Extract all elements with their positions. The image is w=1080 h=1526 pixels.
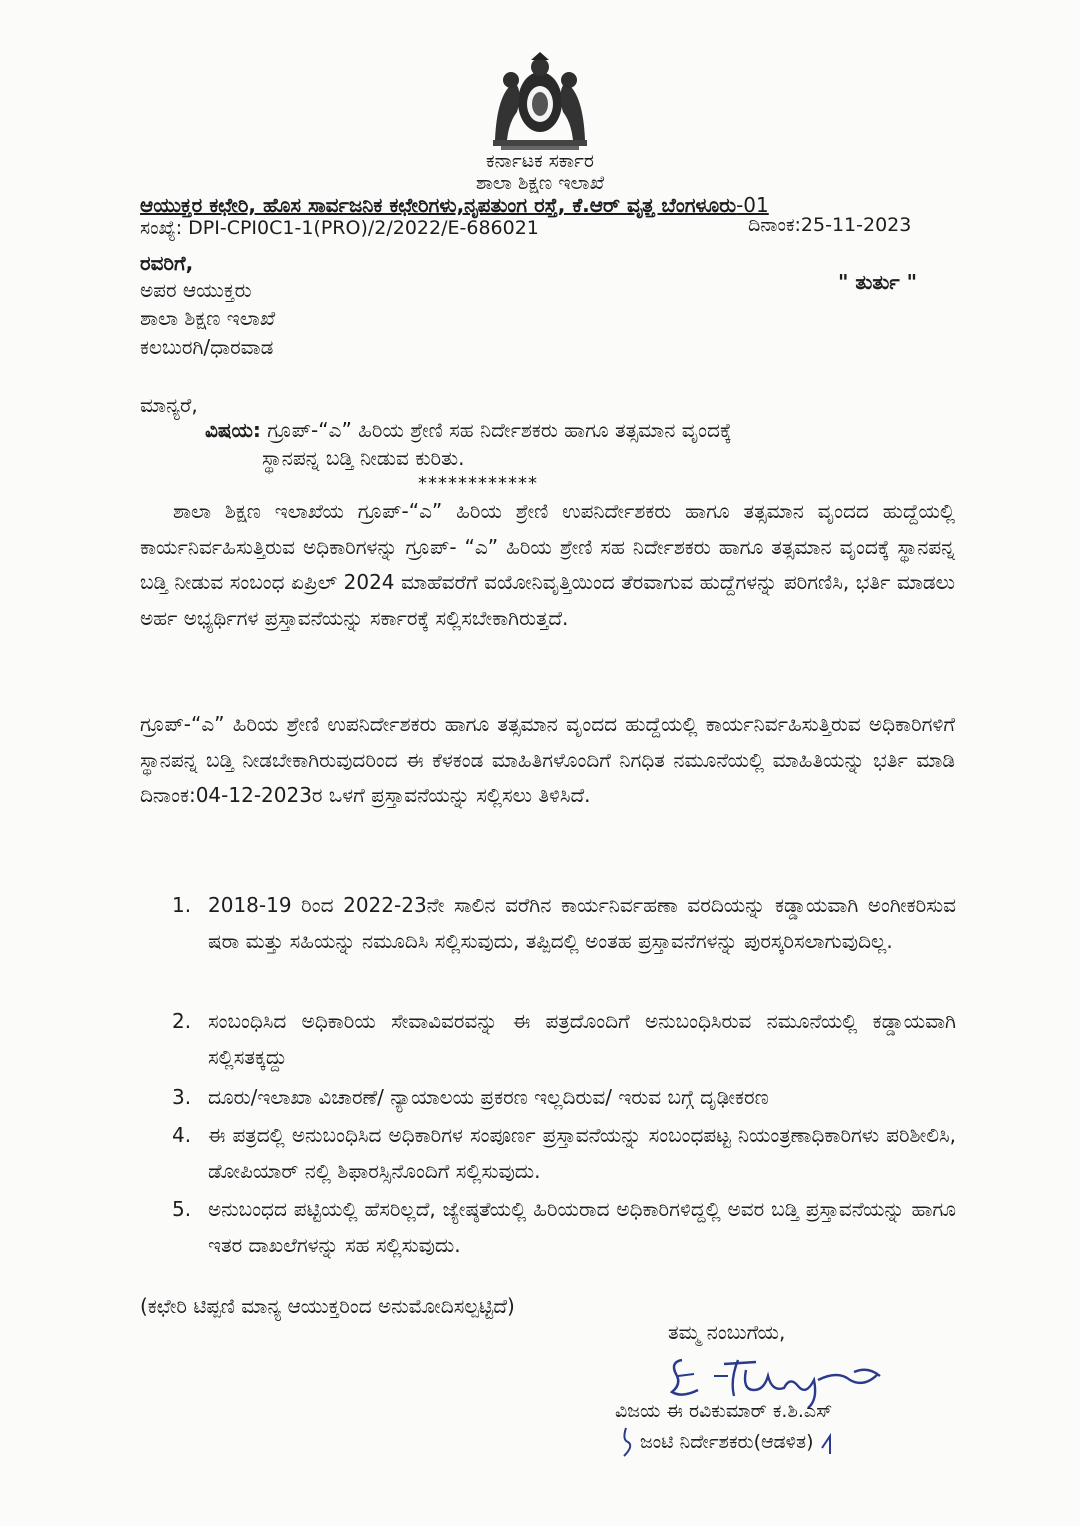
subject-line-2: ಸ್ಥಾನಪನ್ನ ಬಡ್ತಿ ನೀಡುವ ಕುರಿತು. [262, 446, 465, 470]
list-item-text: ಸಂಬಂಧಿಸಿದ ಅಧಿಕಾರಿಯ ಸೇವಾವಿವರವನ್ನು ಈ ಪತ್ರದೊಂದಿಗೆ ಅನುಬಂಧಿಸಿರುವ ನಮೂನೆಯಲ್ಲಿ ಕಡ್ಡಾಯವಾಗಿ ಸಲ್ಲಿಸತಕ್ಕದ್ದು [208, 1009, 956, 1069]
signatory-designation: ಜಂಟಿ ನಿರ್ದೇಶಕರು(ಆಡಳಿತ) [640, 1431, 814, 1453]
department-name: ಶಾಲಾ ಶಿಕ್ಷಣ ಇಲಾಖೆ [475, 172, 605, 194]
list-item [172, 888, 956, 959]
karnataka-emblem-icon [487, 52, 593, 152]
signatory-name: ವಿಜಯ ಈ ರವಿಕುಮಾರ್ ಕ.ಶಿ.ಎಸ್ [615, 1400, 833, 1422]
list-item-text: ದೂರು/ಇಲಾಖಾ ವಿಚಾರಣೆ/ ನ್ಯಾಯಾಲಯ ಪ್ರಕರಣ ಇಲ್ಲದಿರುವ/ ಇರುವ ಬಗ್ಗೆ ದೃಢೀಕರಣ [208, 1085, 769, 1109]
office-address-text: ಆಯುಕ್ತರ ಕಛೇರಿ, ಹೊಸ ಸಾರ್ವಜನಿಕ ಕಛೇರಿಗಳು,ನೃಪತುಂಗ ರಸ್ತೆ, ಕೆ.ಆರ್ ವೃತ್ತ ಬೆಂಗಳೂರು [140, 193, 737, 217]
list-item [172, 1118, 956, 1189]
recipient-to: ರವರಿಗೆ, [140, 251, 194, 275]
letter-date: ದಿನಾಂಕ:25-11-2023 [748, 214, 912, 236]
list-item-number: 5. [172, 1197, 192, 1221]
reference-number: ಸಂಖ್ಯೆ: DPI-CPI0C1-1(PRO)/2/2022/E-686021 [140, 217, 539, 239]
list-item-number: 1. [172, 893, 192, 917]
body-paragraph-2: ಗ್ರೂಪ್-“ಎ” ಹಿರಿಯ ಶ್ರೇಣಿ ಉಪನಿರ್ದೇಶಕರು ಹಾಗೂ ತತ್ಸಮಾನ ವೃಂದದ ಹುದ್ದೆಯಲ್ಲಿ ಕಾರ್ಯನಿರ್ವಹಿಸುತ್ತಿರುವ ಅಧಿಕಾರಿಗಳಿಗೆ ಸ್ಥಾನಪನ್ನ ಬಡ್ತಿ ನೀಡಬೇಕಾಗಿರುವುದರಿಂದ ಈ ಕೆಳಕಂಡ ಮಾಹಿತಿಗಳೊಂದಿಗೆ ನಿಗಧಿತ ನಮೂನೆಯಲ್ಲಿ ಮಾಹಿತಿಯನ್ನು ಭರ್ತಿ ಮಾಡಿ ದಿನಾಂಕ:04-12-2023ರ ಒಳಗೆ ಪ್ರಸ್ತಾವನೆಯನ್ನು ಸಲ್ಲಿಸಲು ತಿಳಿಸಿದೆ. [140, 712, 955, 807]
list-item-text: ಈ ಪತ್ರದಲ್ಲಿ ಅನುಬಂಧಿಸಿದ ಅಧಿಕಾರಿಗಳ ಸಂಪೂರ್ಣ ಪ್ರಸ್ತಾವನೆಯನ್ನು ಸಂಬಂಧಪಟ್ಟ ನಿಯಂತ್ರಣಾಧಿಕಾರಿಗಳು ಪರಿಶೀಲಿಸಿ, ಡೋಪಿಯಾರ್ ನಲ್ಲಿ ಶಿಫಾರಸ್ಸಿನೊಂದಿಗೆ ಸಲ್ಲಿಸುವುದು. [208, 1123, 956, 1183]
recipient-line: ಅಪರ ಆಯುಕ್ತರು [140, 278, 252, 302]
closing-line: ತಮ್ಮ ನಂಬುಗೆಯ, [668, 1320, 786, 1344]
body-paragraph-1: ಶಾಲಾ ಶಿಕ್ಷಣ ಇಲಾಖೆಯ ಗ್ರೂಪ್-“ಎ” ಹಿರಿಯ ಶ್ರೇಣಿ ಉಪನಿರ್ದೇಶಕರು ಹಾಗೂ ತತ್ಸಮಾನ ವೃಂದದ ಹುದ್ದೆಯಲ್ಲಿ ಕಾರ್ಯನಿರ್ವಹಿಸುತ್ತಿರುವ ಅಧಿಕಾರಿಗಳನ್ನು ಗ್ರೂಪ್- “ಎ” ಹಿರಿಯ ಶ್ರೇಣಿ ಸಹ ನಿರ್ದೇಶಕರು ಹಾಗೂ ತತ್ಸಮಾನ ವೃಂದಕ್ಕೆ ಸ್ಥಾನಪನ್ನ ಬಡ್ತಿ ನೀಡುವ ಸಂಬಂಧ ಏಪ್ರಿಲ್ 2024 ಮಾಹೆವರೆಗೆ ವಯೋನಿವೃತ್ತಿಯಿಂದ ತೆರವಾಗುವ ಹುದ್ದೆಗಳನ್ನು ಪರಿಗಣಿಸಿ, ಭರ್ತಿ ಮಾಡಲು ಅರ್ಹ ಅಭ್ಯರ್ಥಿಗಳ ಪ್ರಸ್ತಾವನೆಯನ್ನು ಸರ್ಕಾರಕ್ಕೆ ಸಲ್ಲಿಸಬೇಕಾಗಿರುತ್ತದೆ. [140, 499, 955, 630]
subject-label: ವಿಷಯ: [205, 418, 261, 442]
list-item-text: 2018-19 ರಿಂದ 2022-23ನೇ ಸಾಲಿನ ವರೆಗಿನ ಕಾರ್ಯನಿರ್ವಹಣಾ ವರದಿಯನ್ನು ಕಡ್ಡಾಯವಾಗಿ ಅಂಗೀಕರಿಸುವ ಷರಾ ಮತ್ತು ಸಹಿಯನ್ನು ನಮೂದಿಸಿ ಸಲ್ಲಿಸುವುದು, ತಪ್ಪಿದಲ್ಲಿ ಅಂತಹ ಪ್ರಸ್ತಾವನೆಗಳನ್ನು ಪುರಸ್ಕರಿಸಲಾಗುವುದಿಲ್ಲ. [208, 893, 956, 953]
urgent-label: " ತುರ್ತು " [838, 270, 918, 294]
recipient-line: ಶಾಲಾ ಶಿಕ್ಷಣ ಇಲಾಖೆ [140, 306, 276, 330]
office-pin-suffix: -01 [736, 193, 769, 217]
approval-note: (ಕಛೇರಿ ಟಿಪ್ಪಣಿ ಮಾನ್ಯ ಆಯುಕ್ತರಿಂದ ಅನುಮೋದಿಸಲ್ಪಟ್ಟಿದೆ) [140, 1294, 515, 1318]
subject-separator: ************ [418, 473, 538, 494]
subject-line [205, 418, 925, 442]
salutation: ಮಾನ್ಯರೆ, [140, 393, 198, 417]
list-item [172, 1004, 956, 1075]
list-item-number: 2. [172, 1009, 192, 1033]
government-name: ಕರ್ನಾಟಕ ಸರ್ಕಾರ [486, 150, 594, 172]
list-item-number: 4. [172, 1123, 192, 1147]
subject-text: ಗ್ರೂಪ್-“ಎ” ಹಿರಿಯ ಶ್ರೇಣಿ ಸಹ ನಿರ್ದೇಶಕರು ಹಾಗೂ ತತ್ಸಮಾನ ವೃಂದಕ್ಕೆ [260, 418, 732, 442]
recipient-line: ಕಲಬುರಗಿ/ಧಾರವಾಡ [140, 335, 274, 359]
list-item-text: ಅನುಬಂಧದ ಪಟ್ಟಿಯಲ್ಲಿ ಹೆಸರಿಲ್ಲದೆ, ಜ್ಯೇಷ್ಠತೆಯಲ್ಲಿ ಹಿರಿಯರಾದ ಅಧಿಕಾರಿಗಳಿದ್ದಲ್ಲಿ ಅವರ ಬಡ್ತಿ ಪ್ರಸ್ತಾವನೆಯನ್ನು ಹಾಗೂ ಇತರ ದಾಖಲೆಗಳನ್ನು ಸಹ ಸಲ್ಲಿಸುವುದು. [208, 1197, 956, 1257]
ink-mark-icon [616, 1422, 866, 1462]
list-item [172, 1080, 956, 1116]
list-item-number: 3. [172, 1085, 192, 1109]
list-item [172, 1192, 956, 1263]
